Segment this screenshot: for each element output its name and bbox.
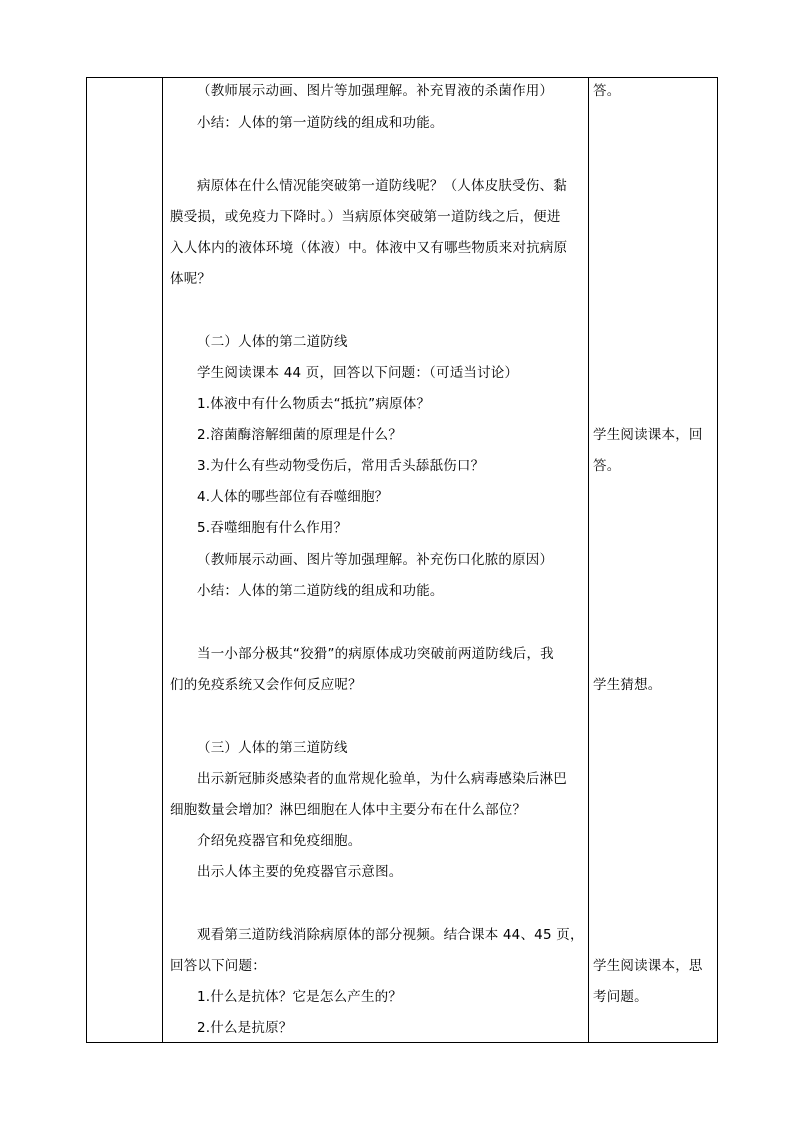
teacher-activity-cell (162, 77, 588, 1043)
text-line: 答。 (593, 458, 621, 474)
question-item: 2.什么是抗原？ (197, 1020, 293, 1036)
text-line: 出示人体主要的免疫器官示意图。 (197, 864, 403, 880)
section-heading: （二）人体的第二道防线 (197, 334, 348, 350)
section-heading: （三）人体的第三道防线 (197, 740, 348, 756)
text-line: 学生阅读课本 44 页，回答以下问题：（可适当讨论） (197, 365, 519, 381)
text-line: 出示新冠肺炎感染者的血常规化验单，为什么病毒感染后淋巴 (197, 771, 567, 787)
question-item: 2.溶菌酶溶解细菌的原理是什么？ (197, 427, 403, 443)
question-item: 1.体液中有什么物质去“抵抗”病原体？ (197, 396, 431, 412)
question-item: 4.人体的哪些部位有吞噬细胞？ (197, 489, 389, 505)
text-line: 回答以下问题： (170, 958, 266, 974)
text-line: 病原体在什么情况能突破第一道防线呢？（人体皮肤受伤、黏 (197, 178, 567, 194)
text-line: 小结：人体的第二道防线的组成和功能。 (197, 583, 444, 599)
text-line: 学生阅读课本，思 (593, 958, 703, 974)
question-item: 3.为什么有些动物受伤后，常用舌头舔舐伤口？ (197, 458, 485, 474)
text-line: 观看第三道防线消除病原体的部分视频。结合课本 44、45 页， (197, 927, 584, 943)
text-line: 体呢？ (170, 271, 212, 287)
question-item: 1.什么是抗体？它是怎么产生的？ (197, 989, 403, 1005)
text-line: 入人体内的液体环境（体液）中。体液中又有哪些物质来对抗病原 (170, 240, 568, 256)
text-line: 们的免疫系统又会作何反应呢？ (170, 677, 362, 693)
student-activity-cell (588, 77, 718, 1043)
text-line: 答。 (593, 83, 621, 99)
text-line: 当一小部分极其“狡猾”的病原体成功突破前两道防线后，我 (197, 646, 554, 662)
question-item: 5.吞噬细胞有什么作用？ (197, 520, 348, 536)
text-line: 细胞数量会增加？淋巴细胞在人体中主要分布在什么部位？ (170, 802, 527, 818)
text-line: 介绍免疫器官和免疫细胞。 (197, 833, 362, 849)
text-line: （教师展示动画、图片等加强理解。补充胃液的杀菌作用） (197, 83, 554, 99)
text-line: 考问题。 (593, 989, 648, 1005)
text-line: （教师展示动画、图片等加强理解。补充伤口化脓的原因） (197, 552, 554, 568)
text-line: 学生猜想。 (593, 677, 662, 693)
text-line: 小结：人体的第一道防线的组成和功能。 (197, 115, 444, 131)
text-line: 膜受损，或免疫力下降时。）当病原体突破第一道防线之后，便进 (170, 209, 561, 225)
text-line: 学生阅读课本，回 (593, 427, 703, 443)
